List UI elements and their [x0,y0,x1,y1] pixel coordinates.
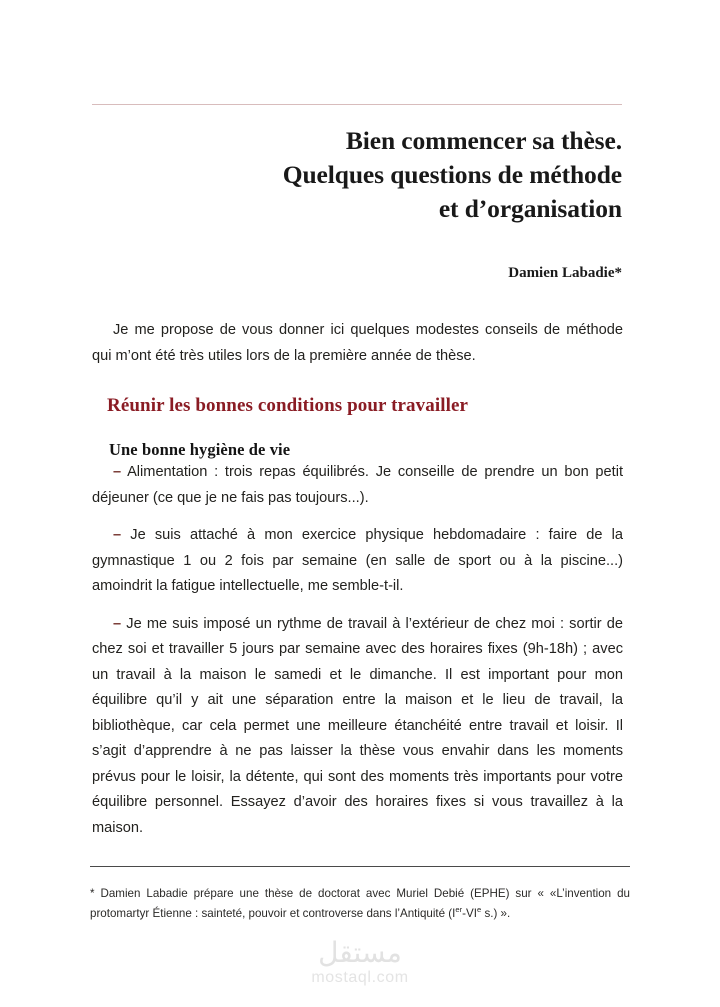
bullet-text: Je suis attaché à mon exercice physique hebdomadaire : faire de la gymnastique 1 ou 2 fois par semaine (en salle de sport ou à la piscine...) amoindrit la fatigue intellectuelle, me semble-t-il. [92,527,623,594]
footnote-text-part-1: * Damien Labadie prépare une thèse de doctorat avec Muriel Debié (EPHE) sur « «L’invention du protomartyr Étienne : sainteté, pouvoir et controverse dans l’Antiquité (I [90,887,630,920]
section-heading: Réunir les bonnes conditions pour travailler [107,395,469,416]
title-line-2: Quelques questions de méthode [282,160,622,189]
article-body [92,318,623,841]
bullet-dash-icon: – [113,615,122,632]
watermark [0,938,720,987]
bullet-paragraph [92,612,623,842]
title-line-1: Bien commencer sa thèse. [345,126,622,155]
footnote-divider [90,866,630,867]
bullet-text: Alimentation : trois repas équilibrés. Je conseille de prendre un bon petit déjeuner (ce que je ne fais pas toujours...). [92,464,623,506]
subsection-heading: Une bonne hygiène de vie [109,440,291,459]
header-divider [92,104,622,105]
footnote-superscript-er: er [455,905,463,915]
author-byline: Damien Labadie* [508,265,622,281]
intro-paragraph: Je me propose de vous donner ici quelques modestes conseils de méthode qui m’ont été très utiles lors de la première année de thèse. [92,322,623,364]
bullet-dash-icon: – [113,527,122,543]
bullet-text: Je me suis imposé un rythme de travail à l’extérieur de chez moi : sortir de chez soi et travailler 5 jours par semaine avec des horaires fixes (9h-18h) ; avec un travail à la maison le samedi et le dimanche. Il est important pour mon équilibre qu’il y ait une séparation entre la maison et le lieu de travail, la bibliothèque, car cela permet une meilleure étanchéité entre travail et loisir. Il s’agit d’apprendre à ne pas laisser la thèse vous envahir dans les moments prévus pour le loisir, la détente, qui sont des moments très importants pour votre équilibre personnel. Essayez d’avoir des horaires fixes si vous travaillez à la maison. [92,615,624,836]
bullet-paragraph [92,460,623,511]
footnote-text-part-2: s.) ». [481,907,511,920]
watermark-arabic-logo: مستقل [318,936,402,969]
bullet-dash-icon: – [113,464,122,480]
bullet-paragraph [92,523,623,600]
footnote-superscript-e: e [476,905,482,915]
footnote-text-middle: -VI [462,907,477,920]
watermark-domain: mostaql.com [311,969,409,986]
title-line-3: et d’organisation [438,194,622,223]
footnote [90,884,630,924]
page-title [92,124,622,226]
